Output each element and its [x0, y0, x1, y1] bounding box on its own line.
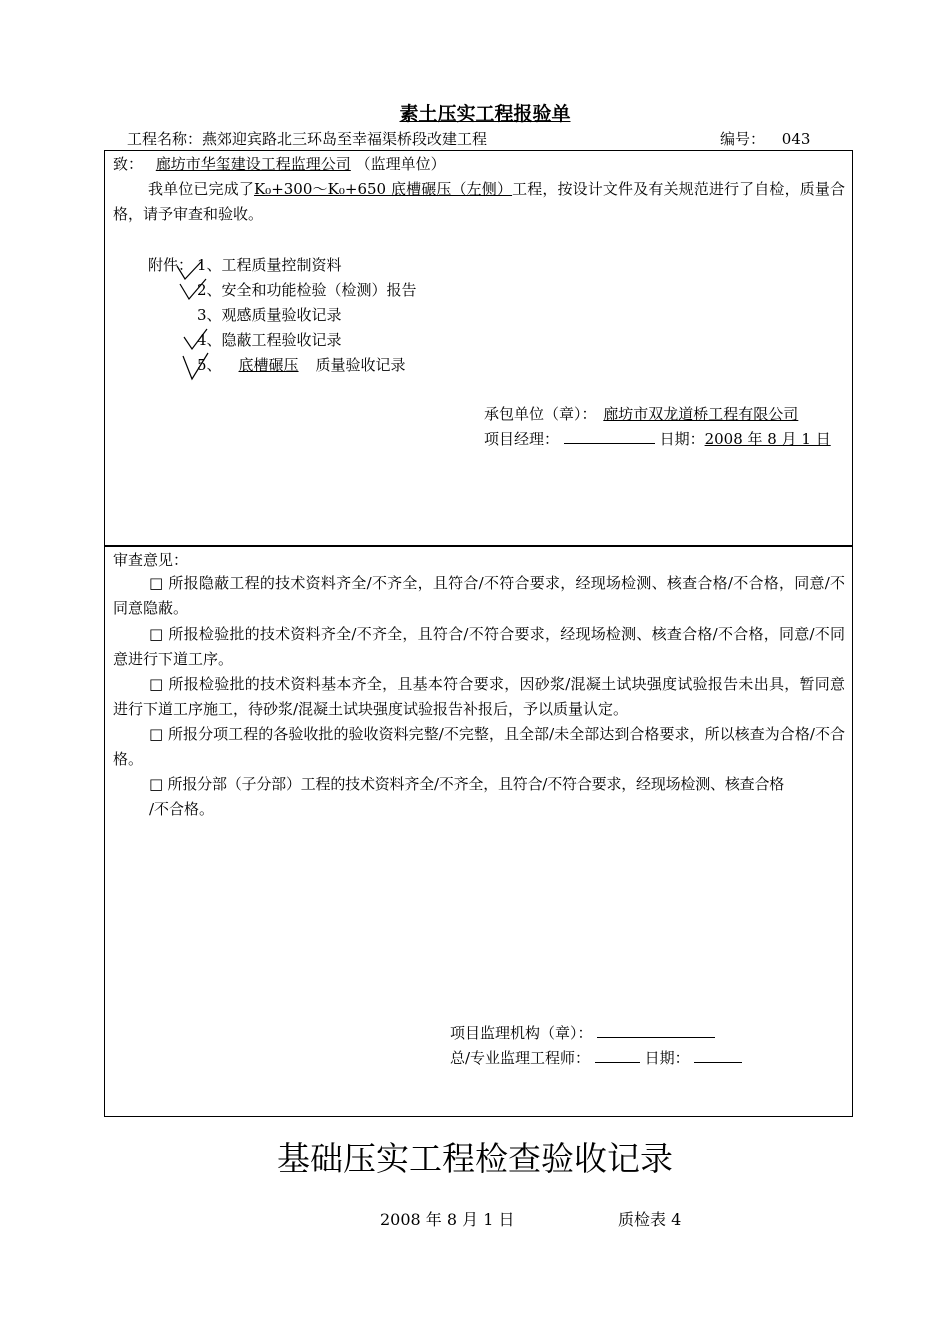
- form-number-row: [720, 128, 810, 149]
- date-label: 日期：: [659, 430, 705, 448]
- attachment5-fill: 底槽碾压: [238, 356, 299, 374]
- body-prefix: 我单位已完成了: [148, 180, 254, 198]
- project-label: 工程名称：: [127, 130, 203, 148]
- form-title: 素土压实工程报验单: [399, 103, 571, 125]
- review-option-line: □ 所报分部（子分部）工程的技术资料齐全/不齐全，且符合/不符合要求，经现场检测、核查合格: [149, 775, 785, 793]
- contractor-label: 承包单位（章）：: [484, 405, 597, 423]
- review-option: [149, 772, 849, 822]
- attachment-item: 1、工程质量控制资料: [197, 256, 342, 274]
- engineer-row: [450, 1047, 742, 1068]
- review-option-line: /不合格。: [149, 800, 215, 818]
- addressee-row: [113, 153, 446, 174]
- review-date-blank: [694, 1048, 742, 1063]
- attachment-item: [197, 354, 406, 375]
- contractor-row: [484, 403, 798, 424]
- record-form-number: 质检表 4: [618, 1210, 682, 1229]
- attachment5-prefix: 5、: [197, 356, 222, 374]
- org-signature-blank: [597, 1023, 715, 1038]
- review-date-label: 日期：: [644, 1049, 690, 1067]
- attachment-item: 4、隐蔽工程验收记录: [197, 331, 342, 349]
- review-option: □ 所报分项工程的各验收批的验收资料完整/不完整，且全部/未全部达到合格要求，所以核查为合格/不合格。: [113, 725, 845, 768]
- attachment-item: 3、观感质量验收记录: [197, 306, 342, 324]
- to-suffix: （监理单位）: [355, 155, 446, 173]
- to-label: 致：: [113, 155, 144, 173]
- manager-row: [484, 428, 831, 449]
- attachment-item: 2、安全和功能检验（检测）报告: [197, 281, 417, 299]
- checkmark-icon: [183, 327, 213, 351]
- review-option: □ 所报检验批的技术资料基本齐全，且基本符合要求，因砂浆/混凝土试块强度试验报告未出具，暂同意进行下道工序施工，待砂浆/混凝土试块强度试验报告补报后，予以质量认定。: [113, 675, 845, 718]
- checkmark-icon: [181, 350, 211, 382]
- engineer-label: 总/专业监理工程师：: [450, 1049, 591, 1067]
- submission-date: 2008 年 8 月 1 日: [704, 430, 831, 448]
- record-title: 基础压实工程检查验收记录: [277, 1139, 673, 1178]
- supervisor-company: 廊坊市华玺建设工程监理公司: [155, 155, 351, 173]
- manager-label: 项目经理：: [484, 430, 560, 448]
- review-option: □ 所报隐蔽工程的技术资料齐全/不齐全，且符合/不符合要求，经现场检测、核查合格/不合格，同意/不同意隐蔽。: [113, 574, 845, 617]
- number-label: 编号：: [720, 130, 766, 148]
- review-option: □ 所报检验批的技术资料齐全/不齐全，且符合/不符合要求，经现场检测、核查合格/不合格，同意/不同意进行下道工序。: [113, 625, 845, 668]
- submission-body: [113, 177, 845, 227]
- record-date: 2008 年 8 月 1 日: [380, 1210, 515, 1229]
- project-name-row: [127, 128, 487, 149]
- contractor-name: 廊坊市双龙道桥工程有限公司: [603, 405, 799, 423]
- attachments-label: 附件：: [148, 256, 194, 274]
- work-item: K₀+300～K₀+650 底槽碾压（左侧）: [253, 180, 513, 198]
- manager-signature-blank: [564, 429, 655, 444]
- attachment5-suffix: 质量验收记录: [315, 356, 406, 374]
- supervision-org-row: [450, 1022, 715, 1043]
- review-heading: 审查意见：: [113, 551, 189, 569]
- org-label: 项目监理机构（章）：: [450, 1024, 593, 1042]
- number-value: 043: [781, 130, 811, 148]
- project-name: 燕郊迎宾路北三环岛至幸福渠桥段改建工程: [202, 130, 488, 148]
- checkmark-icon: [178, 278, 208, 302]
- body-suffix: 工程，按设计文件及有关规范进行了自检，质量合格，请予审查和验收。: [113, 180, 845, 223]
- engineer-signature-blank: [595, 1048, 640, 1063]
